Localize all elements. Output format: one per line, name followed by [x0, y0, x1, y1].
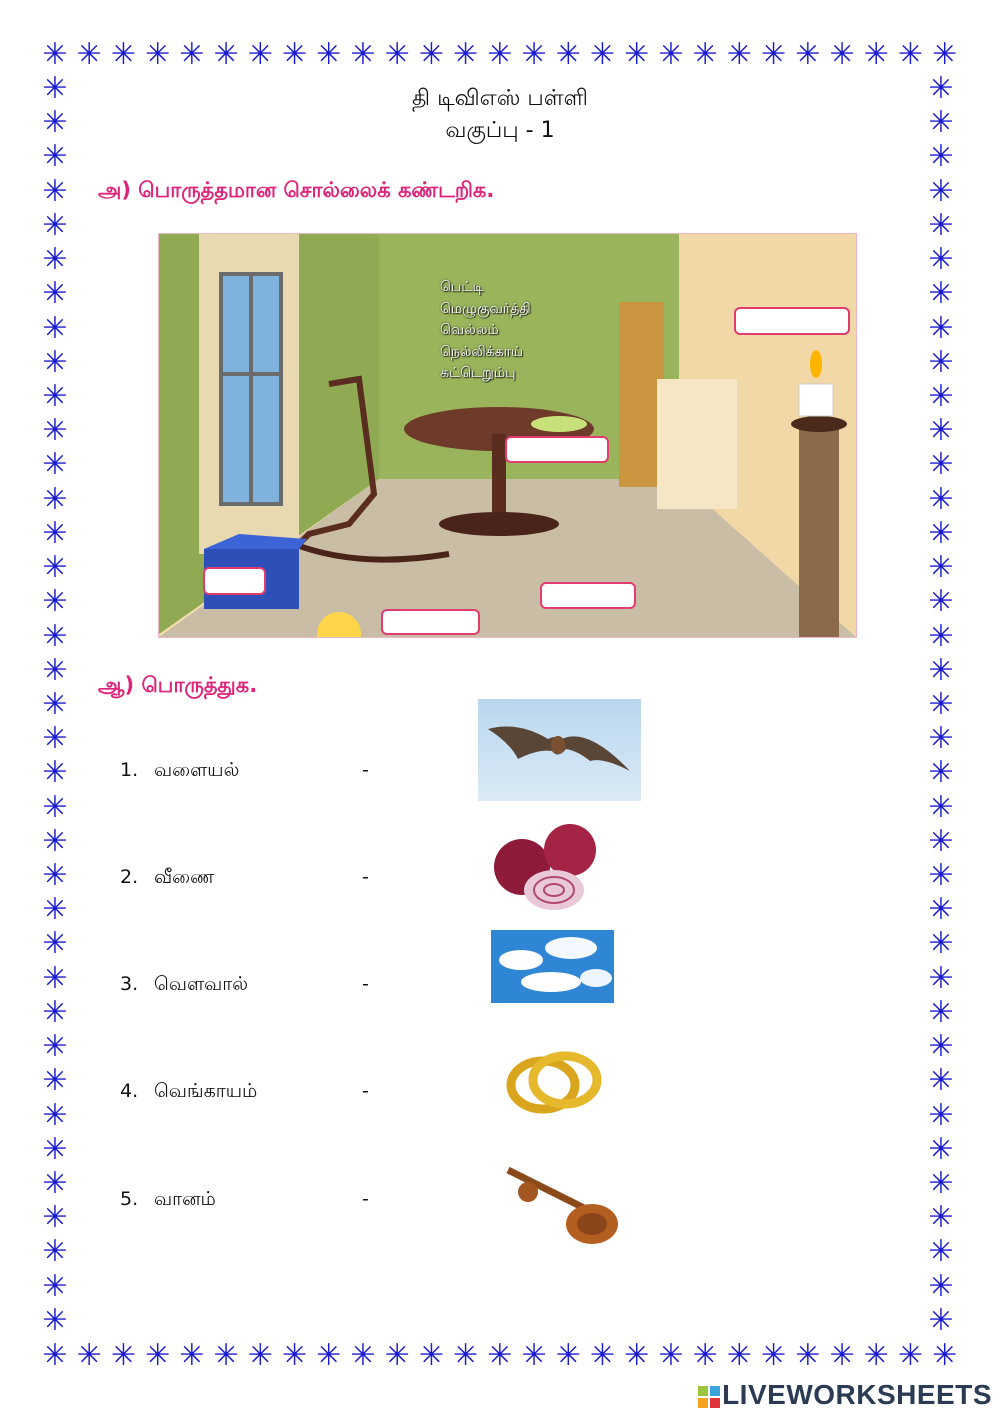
answer-box-candle[interactable]	[734, 307, 850, 335]
border-star-icon: ✳	[42, 994, 68, 1030]
liveworksheets-logo	[698, 1379, 992, 1411]
border-star-icon: ✳	[145, 37, 171, 72]
border-star-icon: ✳	[42, 515, 68, 551]
border-star-icon: ✳	[726, 37, 752, 72]
border-star-icon: ✳	[658, 37, 684, 72]
word-bank-item: மெழுகுவர்த்தி	[440, 300, 531, 317]
border-star-icon: ✳	[932, 1338, 958, 1373]
border-star-icon: ✳	[928, 378, 954, 414]
border-star-icon: ✳	[42, 105, 68, 141]
border-star-icon: ✳	[42, 1234, 68, 1270]
border-star-icon: ✳	[589, 1338, 616, 1373]
border-star-icon: ✳	[928, 823, 954, 859]
border-bottom	[40, 1338, 960, 1373]
border-star-icon: ✳	[453, 37, 479, 72]
border-star-icon: ✳	[928, 755, 954, 791]
border-star-icon: ✳	[350, 1338, 376, 1373]
border-star-icon: ✳	[795, 37, 821, 72]
match-num: 2.	[120, 866, 139, 888]
bat-image[interactable]	[478, 699, 641, 801]
match-word: வானம்	[154, 1188, 216, 1210]
match-item-3	[120, 973, 248, 998]
border-star-icon: ✳	[110, 37, 136, 72]
border-star-icon: ✳	[928, 960, 954, 996]
border-right	[926, 71, 956, 1338]
border-star-icon: ✳	[928, 686, 954, 722]
border-star-icon: ✳	[281, 1338, 308, 1373]
border-star-icon: ✳	[179, 37, 205, 72]
answer-box-ant[interactable]	[381, 609, 480, 635]
border-star-icon: ✳	[42, 858, 68, 894]
border-star-icon: ✳	[928, 1131, 954, 1167]
border-star-icon: ✳	[928, 447, 954, 483]
border-star-icon: ✳	[487, 1338, 513, 1373]
border-star-icon: ✳	[42, 173, 68, 209]
brand-text: LIVEWORKSHEETS	[722, 1379, 992, 1410]
border-star-icon: ✳	[42, 344, 68, 380]
border-star-icon: ✳	[692, 1338, 718, 1373]
border-star-icon: ✳	[928, 926, 954, 962]
border-star-icon: ✳	[384, 37, 410, 72]
border-star-icon: ✳	[76, 1338, 102, 1373]
border-star-icon: ✳	[928, 618, 954, 654]
border-star-icon: ✳	[624, 1338, 650, 1373]
border-star-icon: ✳	[453, 1338, 479, 1373]
match-word: வெங்காயம்	[154, 1080, 258, 1102]
border-star-icon: ✳	[42, 447, 68, 483]
border-star-icon: ✳	[928, 892, 954, 928]
word-bank-item: வெல்லம்	[440, 322, 499, 338]
border-star-icon: ✳	[928, 242, 954, 278]
border-left	[40, 71, 70, 1338]
border-star-icon: ✳	[384, 1338, 410, 1373]
border-star-icon: ✳	[761, 1338, 787, 1373]
border-star-icon: ✳	[42, 789, 68, 825]
border-star-icon: ✳	[928, 1268, 954, 1304]
border-star-icon: ✳	[726, 1338, 752, 1373]
border-star-icon: ✳	[42, 1338, 68, 1373]
border-star-icon: ✳	[928, 481, 954, 517]
border-star-icon: ✳	[213, 1338, 239, 1373]
border-star-icon: ✳	[42, 1268, 68, 1304]
border-star-icon: ✳	[928, 139, 954, 175]
border-star-icon: ✳	[42, 139, 68, 175]
border-star-icon: ✳	[863, 37, 889, 72]
border-star-icon: ✳	[179, 1338, 205, 1373]
border-star-icon: ✳	[42, 618, 68, 654]
border-star-icon: ✳	[928, 550, 954, 586]
answer-box-jaggery[interactable]	[540, 582, 636, 609]
border-star-icon: ✳	[350, 37, 376, 72]
border-star-icon: ✳	[42, 310, 68, 346]
border-star-icon: ✳	[110, 1338, 136, 1373]
match-item-1	[120, 759, 239, 784]
border-star-icon: ✳	[928, 1166, 954, 1201]
border-star-icon: ✳	[42, 755, 68, 791]
border-star-icon: ✳	[42, 242, 68, 278]
border-star-icon: ✳	[145, 1338, 171, 1373]
border-star-icon: ✳	[247, 37, 273, 72]
border-star-icon: ✳	[42, 550, 68, 586]
sky-image[interactable]	[491, 930, 614, 1003]
border-star-icon: ✳	[42, 1131, 68, 1167]
border-top	[40, 37, 960, 72]
match-num: 1.	[120, 759, 139, 781]
border-star-icon: ✳	[863, 1338, 889, 1373]
border-star-icon: ✳	[316, 1338, 342, 1373]
border-star-icon: ✳	[76, 37, 102, 72]
border-star-icon: ✳	[928, 344, 954, 380]
border-star-icon: ✳	[42, 926, 68, 962]
match-dash: -	[362, 759, 369, 781]
border-star-icon: ✳	[928, 276, 954, 312]
border-star-icon: ✳	[897, 37, 924, 72]
border-star-icon: ✳	[928, 652, 954, 688]
border-star-icon: ✳	[521, 37, 547, 72]
border-star-icon: ✳	[928, 858, 954, 894]
grade-title: வகுப்பு - 1	[445, 118, 555, 143]
border-star-icon: ✳	[692, 37, 718, 72]
border-star-icon: ✳	[928, 71, 954, 106]
border-star-icon: ✳	[928, 105, 954, 141]
liveworksheets-icon	[698, 1386, 720, 1408]
border-star-icon: ✳	[928, 173, 954, 209]
border-star-icon: ✳	[928, 413, 954, 449]
veena-image[interactable]	[500, 1160, 624, 1248]
border-star-icon: ✳	[42, 1166, 68, 1201]
border-star-icon: ✳	[897, 1338, 924, 1373]
border-star-icon: ✳	[42, 823, 68, 859]
border-star-icon: ✳	[928, 207, 954, 243]
match-dash: -	[362, 973, 369, 995]
answer-box-box[interactable]	[203, 567, 266, 595]
border-star-icon: ✳	[928, 1029, 954, 1065]
border-star-icon: ✳	[928, 1234, 954, 1270]
border-star-icon: ✳	[42, 1063, 68, 1099]
border-star-icon: ✳	[928, 789, 954, 825]
match-word: வீணை	[154, 866, 215, 888]
border-star-icon: ✳	[829, 1338, 855, 1373]
border-star-icon: ✳	[928, 310, 954, 346]
border-star-icon: ✳	[42, 652, 68, 688]
match-num: 5.	[120, 1188, 139, 1210]
word-bank-item: நெல்லிக்காய்	[440, 343, 523, 360]
section-b-label: ஆ) பொருத்துக.	[98, 673, 258, 697]
match-item-5	[120, 1188, 216, 1213]
match-dash: -	[362, 1188, 369, 1210]
border-star-icon: ✳	[213, 37, 239, 72]
border-star-icon: ✳	[42, 71, 68, 106]
word-bank-item: கட்டெறும்பு	[440, 365, 516, 381]
border-star-icon: ✳	[928, 515, 954, 551]
border-star-icon: ✳	[829, 37, 855, 72]
match-word: வௌவால்	[154, 973, 248, 995]
border-star-icon: ✳	[42, 960, 68, 996]
border-star-icon: ✳	[42, 1302, 68, 1338]
border-star-icon: ✳	[42, 37, 68, 72]
word-bank	[440, 277, 531, 385]
border-star-icon: ✳	[42, 892, 68, 928]
match-dash: -	[362, 1080, 369, 1102]
border-star-icon: ✳	[555, 37, 581, 72]
border-star-icon: ✳	[42, 1029, 68, 1065]
match-word: வளையல்	[154, 759, 240, 781]
border-star-icon: ✳	[928, 1302, 954, 1338]
border-star-icon: ✳	[761, 37, 787, 72]
border-star-icon: ✳	[42, 1200, 68, 1236]
school-title: தி டிவிஎஸ் பள்ளி	[412, 86, 588, 111]
border-star-icon: ✳	[928, 584, 954, 620]
border-star-icon: ✳	[42, 686, 68, 722]
border-star-icon: ✳	[42, 481, 68, 517]
border-star-icon: ✳	[42, 1097, 68, 1133]
match-item-2	[120, 866, 214, 891]
answer-box-gooseberry[interactable]	[505, 436, 609, 463]
match-item-4	[120, 1080, 257, 1105]
match-dash: -	[362, 866, 369, 888]
border-star-icon: ✳	[418, 37, 444, 72]
border-star-icon: ✳	[42, 413, 68, 449]
border-star-icon: ✳	[928, 721, 954, 757]
border-star-icon: ✳	[928, 1063, 954, 1099]
border-star-icon: ✳	[624, 37, 650, 72]
bangles-image[interactable]	[503, 1030, 606, 1135]
border-star-icon: ✳	[42, 584, 68, 620]
border-star-icon: ✳	[795, 1338, 821, 1373]
border-star-icon: ✳	[932, 37, 958, 72]
border-star-icon: ✳	[42, 207, 68, 243]
border-star-icon: ✳	[521, 1338, 547, 1373]
border-star-icon: ✳	[928, 1097, 954, 1133]
border-star-icon: ✳	[928, 994, 954, 1030]
section-a-label: அ) பொருத்தமான சொல்லைக் கண்டறிக.	[98, 178, 495, 202]
border-star-icon: ✳	[42, 378, 68, 414]
border-star-icon: ✳	[247, 1338, 273, 1373]
border-star-icon: ✳	[589, 37, 616, 72]
border-star-icon: ✳	[42, 721, 68, 757]
border-star-icon: ✳	[418, 1338, 444, 1373]
border-star-icon: ✳	[555, 1338, 581, 1373]
border-star-icon: ✳	[316, 37, 342, 72]
border-star-icon: ✳	[487, 37, 513, 72]
match-num: 3.	[120, 973, 139, 995]
border-star-icon: ✳	[281, 37, 308, 72]
match-num: 4.	[120, 1080, 139, 1102]
border-star-icon: ✳	[928, 1200, 954, 1236]
word-bank-item: பெட்டி	[440, 279, 484, 295]
border-star-icon: ✳	[42, 276, 68, 312]
border-star-icon: ✳	[658, 1338, 684, 1373]
onion-image[interactable]	[490, 812, 618, 919]
